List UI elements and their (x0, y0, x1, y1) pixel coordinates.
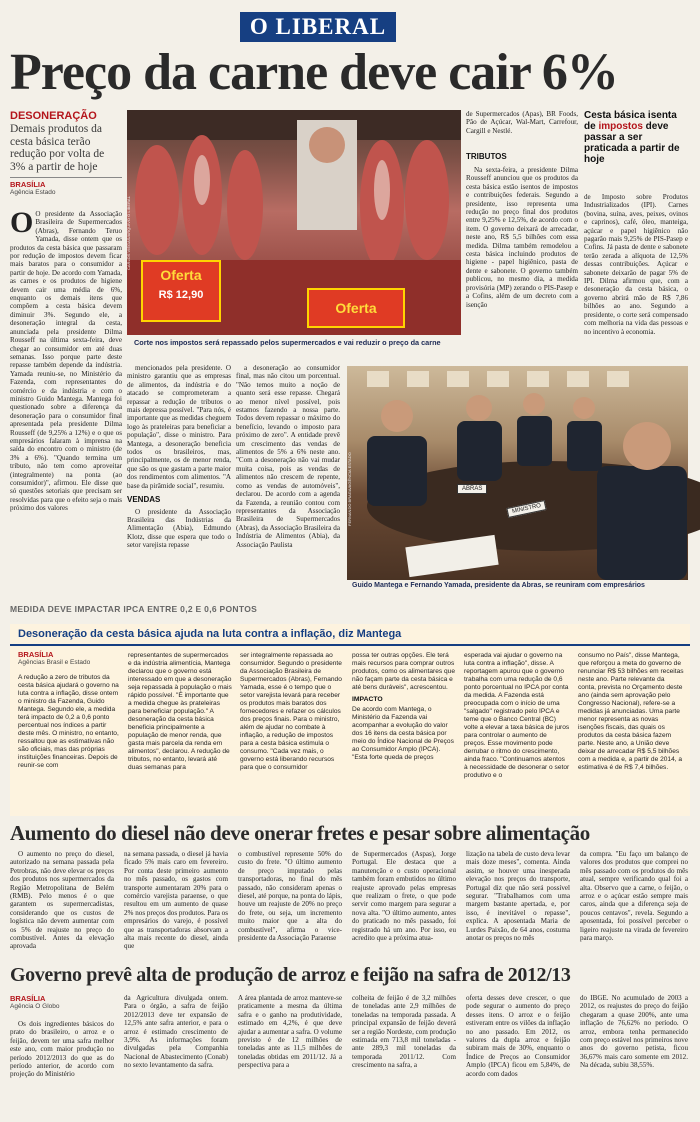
box-title: Desoneração da cesta básica ajuda na luta contra a inflação, diz Mantega (18, 628, 402, 640)
byline-city: BRASÍLIA (10, 180, 46, 189)
lead-right-col2: de Imposto sobre Produtos Industrializados (IPI). Carnes (bovina, suína, aves, peixes, ovinos e caprinos), café, óleo, manteiga, açúcar e papel higiênico não pagarão mais 9,25% de PIS-Pasep e Cofins. Já pasta de dente e sabonete terão zerada a alíquota de 12,5% dessas contribuições. Açúcar e sabonete deixarão de pagar 5% de IPI. Dilma afirmou que, com a desoneração da cesta básica, o governo abrirá mão de R$ 7,86 bilhões ao ano. Segundo a presidente, o corte será compensado com melhoria na vida das pessoas e no incentivo à economia. (584, 193, 688, 336)
vendas-heading: VENDAS (127, 495, 161, 505)
photo2-credit: FERNANDO BRAGA/AGÊNCIA ESTADO (347, 452, 352, 526)
byline-agency: Agência Estado (10, 189, 56, 196)
photo1-credit: CARLOS VIÉGAS/ARQUIVO O LIBERAL (126, 196, 131, 270)
photo2-caption: Guido Mantega e Fernando Yamada, presidente da Abras, se reuniram com empresários (352, 582, 645, 589)
divider (10, 177, 122, 178)
pullquote-red: impostos (598, 121, 643, 132)
box-col2: representantes de supermercados e da indústria alimentícia, Mantega declarou que o governo está interessado em que a desoneração seja repassada à população o mais rápido possível. "É importante que a medida chegue às prateleiras para beneficiar população." A desoneração da cesta básica beneficia principalmente a população de menor renda, que gasta mais parcela da renda em alimentos", declarou. A redução de tributos, no entanto, levará até duas semanas para (128, 652, 232, 771)
arroz-col6: do IBGE. No acumulado de 2003 a 2012, os reajustes do preço do feijão chegaram a quase 200%, ante uma inflação de 76,62% no período. O arroz, embora tenha permanecido com preço estável nos primeiros nove anos do governo petista, ficou 36,67% mais caro somente em 2012. Na década, subiu 38,55%. (580, 994, 688, 1070)
pullquote (584, 110, 688, 165)
box-byline (18, 650, 118, 666)
arroz-col2: da Agricultura divulgada ontem. Para o órgão, a safra de feijão 2012/2013 deve ter expansão de 12,5% ante safra anterior, e para o arroz é estimado crescimento de 3,9%. As informações foram divulgadas pela Companhia Nacional de Abastecimento (Conab) no sexto levantamento da safra. (124, 994, 228, 1070)
arroz-byline-agency: Agência O Globo (10, 1003, 60, 1010)
ministro-nameplate: MINISTRO (506, 500, 547, 518)
arroz-col1-text: Os dois ingredientes básicos do prato do brasileiro, o arroz e o feijão, devem ter uma safra melhor este ano, com maior produção no período 2012/2013 do que as do período anterior, de acordo com projeção do Ministério (10, 1020, 114, 1079)
main-headline: Preço da carne deve cair 6% (10, 44, 618, 101)
box-col3: ser integralmente repassada ao consumidor. Segundo o presidente da Associação Brasileira de Supermercados (Abras), Fernando Yamada, esse é o tempo que o setor varejista levará para receber os produtos mais baratos dos fornecedores e refazer os cálculos dos preços finais. Para o ministro, além de ajudar no combate à inflação, a redução de impostos para a cesta básica estimula o consumo. "Cada vez mais, o governo está liberando recursos para que o consumidor (240, 652, 342, 771)
oferta-sign-2-label: Oferta (335, 300, 377, 316)
subhead: Demais produtos da cesta básica terão redução por volta de 3% a partir de hoje (10, 123, 105, 173)
box-col1: A redução a zero de tributos da cesta básica ajudará o governo na luta contra a inflação, disse ontem o ministro da Fazenda, Guido Mantega. Segundo ele, a medida terá impacto de 0,2 a 0,6 ponto percentual nos índices a partir deste mês. O ministro, no entanto, ressaltou que as estimativas não são oficiais, mas das próprias instituições financeiras. Depois de reunir-se com (18, 674, 119, 769)
box-title-rule (10, 644, 690, 646)
pullquote-post: deve passar a ser praticada a partir de hoje (584, 121, 680, 165)
arroz-col3: A área plantada de arroz manteve-se praticamente a mesma da última safra e o ganho na produtividade, estimado em 4,2%, é que deve ajudar a aumentar a safra. O volume previsto é de 12 milhões de toneladas ante as 11,5 milhões de toneladas obtidas em 2011/12. Já a perspectiva para a (238, 994, 342, 1070)
diesel-col6: da compra. "Eu faço um balanço de valores dos produtos que comprei no mês passado com os produtos do mês atual, sempre verificando qual foi a alta. Observo que a carne, o feijão, o arroz e o açúcar estão sempre mais caros, ainda que a diferença seja de poucos centavos", revela. Segundo a aposentada, foi possível perceber o ligeiro reajuste na virada de fevereiro para março. (580, 850, 688, 943)
tributos-heading: TRIBUTOS (466, 152, 507, 161)
dropcap: O (10, 206, 34, 239)
arroz-col5: oferta desses deve crescer, o que pode segurar o aumento do preço desses itens. O arroz e o feijão estiveram entre os vilões da inflação no ano passado. Em 2012, os valores da dupla arroz e feijão subiram mais de 30%, enquanto o Índice de Preços ao Consumidor Amplo (IPCA) ficou em 5,84%, de acordo com dados (466, 994, 570, 1078)
box-col4b-text: De acordo com Mantega, o Ministério da Fazenda vai acompanhar a evolução do valor dos 16 itens da cesta básica por meio do Índice Nacional de Preços ao Consumidor Amplo (IPCA). "Esta forte queda de preços (352, 706, 454, 761)
photo1-caption: Corte nos impostos será repassado pelos supermercados e vai reduzir o preço da carne (134, 338, 441, 347)
lead-right-col1 (466, 166, 578, 362)
lead-col3 (236, 364, 340, 600)
arroz-byline (10, 994, 114, 1010)
kicker: DESONERAÇÃO (10, 110, 97, 122)
lead-right-col1-text: Na sexta-feira, a presidente Dilma Rousseff anunciou que os produtos da cesta básica estão isentos de impostos e contribuições federais. Segundo a presidente, isso representa uma redução no preço final dos produtos entre 9,25% e 12,5%, de acordo com o item. O governo deixará de arrecadar, neste ano, R$ 5,5 bilhões com essa medida. Dilma também remodelou a cesta básica incluindo produtos de higiene - papel higiênico, pasta de dente e sabonete. O governo também publicou, no mesmo dia, a medida provisória (MP) zerando o PIS-Pasep e a Cofins, além de um decreto com a isenção (466, 166, 578, 309)
meeting-photo-illustration (347, 366, 688, 580)
diesel-col5: lização na tabela de custo deva levar mais doze meses", comenta. Ainda assim, se houver uma inesperada elevação nos preços do transporte, Portugal diz que não será possível segurar. "Trabalhamos com uma margem bastante apertada, e, por isso, é inevitável o repasse", explica. A aposentada Maria de Lurdes Paixão, de 64 anos, costuma anotar os preços no mês (466, 850, 570, 943)
lead-col2b-text: O presidente da Associação Brasileira das Indústrias da Alimentação (Abia), Edmundo Klotz, disse que espera que todo o setor varejista repasse (127, 507, 231, 550)
box-col4 (352, 652, 456, 814)
abras-nameplate: ABRAS (457, 484, 487, 494)
diesel-col4: de Supermercados (Aspas), Jorge Portugal. Ele destaca que a manutenção e o custo operacional também foram embutidos no último reajuste aprovado pelas empresas que realizam o frete, o que pode servir como margem para segurar a nova alta. "O último aumento, antes do praticado no mês passado, foi registrado há um ano. Por isso, eu acredito que a próxima atua- (352, 850, 456, 943)
box-topline: MEDIDA DEVE IMPACTAR IPCA ENTRE 0,2 E 0,6 PONTOS (10, 604, 258, 614)
arroz-col4: colheita de feijão é de 3,2 milhões de toneladas ante 2,9 milhões de toneladas na temporada passada. A principal expansão de feijão deverá ser a região Nordeste, com produção estimada em 713,8 mil toneladas - ante 289,3 mil toneladas da temporada 2011/12. Com crescimento na safra, a (352, 994, 456, 1070)
box-col5: esperada vai ajudar o governo na luta contra a inflação", disse. A reportagem apurou que o governo trabalha com uma redução de 0,6 ponto porcentual no IPCA por conta da medida. A Fazenda está preocupada com o início de uma "salgado" registrado pelo IPCA e teme que o Banco Central (BC) volte a elevar a taxa básica de juros para controlar o aumento de preços. Esse movimento pode derrubar o ritmo do crescimento, ainda fraco. "Continuamos atentos à necessidade de desonerar o setor produtivo e o (464, 652, 570, 779)
meat-photo (127, 110, 461, 335)
diesel-col1 (10, 850, 114, 960)
lead-right-col1-top: de Supermercados (Apas), BR Foods, Pão de Açúcar, Wal-Mart, Carrefour, Cargill e Nestlé. (466, 110, 578, 135)
oferta-sign-1-label: Oferta (160, 267, 202, 283)
diesel-col3: o combustível represente 50% do custo do frete. "O último aumento de preço imputado pelas transportadoras, no final do mês passado, não consideram apenas o diesel, até porque, na ponta do lápis, houve um reajuste de 20% no preço do frete, ou seja, um incremento muito maior que a alta do combustível", afirma o vice-presidente da Associação Paraense (238, 850, 342, 943)
diesel-headline: Aumento do diesel não deve onerar fretes e pesar sobre alimentação (10, 821, 590, 845)
arroz-byline-city: BRASÍLIA (10, 994, 46, 1003)
pullquote-pre: Cesta básica isenta de (584, 110, 677, 132)
lead-col1 (10, 206, 122, 598)
diesel-col1-text: O aumento no preço do diesel, autorizado na semana passada pela Petrobras, não deve elevar os preços dos produtos nos supermercados da Região Metropolitana de Belém (RMB). Pelo menos é o que garantem os supermercadistas, considerando que os custos de logística não devem aumentar com os 5% de reajuste no preço do combustível. Antes da elevação aprovada (10, 850, 114, 951)
box-byline-city: BRASÍLIA (18, 650, 54, 659)
oferta-sign-1-price: R$ 12,90 (158, 289, 204, 301)
byline (10, 180, 122, 196)
lead-col3-text: a desoneração ao consumidor final, mas não citou um porcentual. "Não temos muito a noção de quanto será esse repasse. Chegará ao menor nível possível, pois estamos fazendo a nossa parte. Todos devem repassar o máximo do benefício, levando o imposto para próximo de zero". A entidade prevê um crescimento das vendas de alimentos de 5% a 6% neste ano. "Com a desoneração não vai mudar muita coisa, pois as vendas de alimentos não crescem de repente, como as vendas de automóveis", declarou. De acordo com a agenda da Fazenda, a reunião contou com representantes da Associação Brasileira de Supermercados (Abras), da Associação Brasileira da Indústria de Alimentos (Abia), da Associação Paulista (236, 364, 340, 549)
arroz-col1 (10, 1020, 114, 1120)
box-col6: consumo no País", disse Mantega, que reforçou a meta do governo de renunciar R$ 53 bilhões em receitas neste ano. Parte relevante da conta, prevista no Orçamento deste ano (ainda sem aprovação pelo Congresso Nacional), refere-se a medidas já anunciadas. Uma parte menor representa as novas isenções fiscais, das quais os produtos da cesta básica fazem parte. Neste ano, a União deve deixar de arrecadar R$ 5,5 bilhões com a medida e, a partir de 2014, a estimativa é de R$ 7,4 bilhões. (578, 652, 684, 771)
lead-col1-text: O presidente da Associação Brasileira de Supermercados (Abras), Fernando Teruo Yamada, disse ontem que os produtos da cesta básica que passaram por redução de impostos devem ficar mais baratos para o consumidor a partir de hoje. De acordo com Yamada, as carnes e os produtos de higiene devem cair uma média de 6%, enquanto os demais itens que compõem a cesta básica devem diminuir 3%. Segundo ele, a desoneração integral da cesta, anunciada pela presidente Dilma Rousseff na última sexta-feira, deve chegar ao consumidor em até duas semanas. Isso porque parte deste repasse também depende da indústria. Yamada reuniu-se, no Ministério da Fazenda, com representantes do comércio e da indústria e com o ministro Guido Mantega. Mantega foi questionado sobre a diferença da desoneração para o consumidor final apresentada pela presidente Dilma Rousseff (de 9,25% a 12%) e o que os empresários falaram à imprensa na saída do encontro com o ministro (de 3% a 6%). "Quando termina um tributo, não tem como aproveitar (integralmente) na ponta (ao consumidor)", afirmou. Ele disse que só questões setoriais que precisam ser resolvidas para que o efeito seja o mais próximo dos valores (10, 210, 122, 513)
oferta-sign-1 (141, 260, 221, 322)
impacto-heading: IMPACTO (352, 696, 383, 703)
box-byline-agency: Agências Brasil e Estado (18, 659, 91, 666)
meeting-photo (347, 366, 688, 580)
masthead-logo: O LIBERAL (240, 12, 396, 42)
lead-col2 (127, 364, 231, 600)
inflation-box (10, 624, 690, 816)
arroz-headline: Governo prevê alta de produção de arroz e feijão na safra de 2012/13 (10, 964, 571, 986)
lead-col2-text: mencionados pela presidente. O ministro garantiu que as empresas de alimentos, da indústria e do atacado se comprometeram a repassar a redução de tributos o mais depressa possível. "Para nós, é importante que as medidas cheguem logo às prateleiras para beneficiar a população", disse o ministro. Para Mantega, a desoneração beneficia todos os brasileiros, mas, principalmente, os de menor renda, que são os que gastam a parte maior dos rendimentos com alimentos. "A base da pirâmide social", resumiu. (127, 364, 231, 490)
diesel-col2: na semana passada, o diesel já havia ficado 5% mais caro em fevereiro. Por conta deste primeiro aumento no mês passado, os gastos com transporte aumentaram 20% para o comércio varejista paraense, o que resultou em um aumento de quase 2% nos preços dos produtos. Para os empresários do varejo, é possível que as transportadoras absorvam a alta mais recente do diesel, ainda que (124, 850, 228, 951)
oferta-sign-2 (307, 288, 405, 328)
box-col4-text: possa ter outras opções. Ele terá mais recursos para comprar outros produtos, como os alimentares que não façam parte da cesta básica e até bens duráveis", acrescentou. (352, 652, 455, 691)
